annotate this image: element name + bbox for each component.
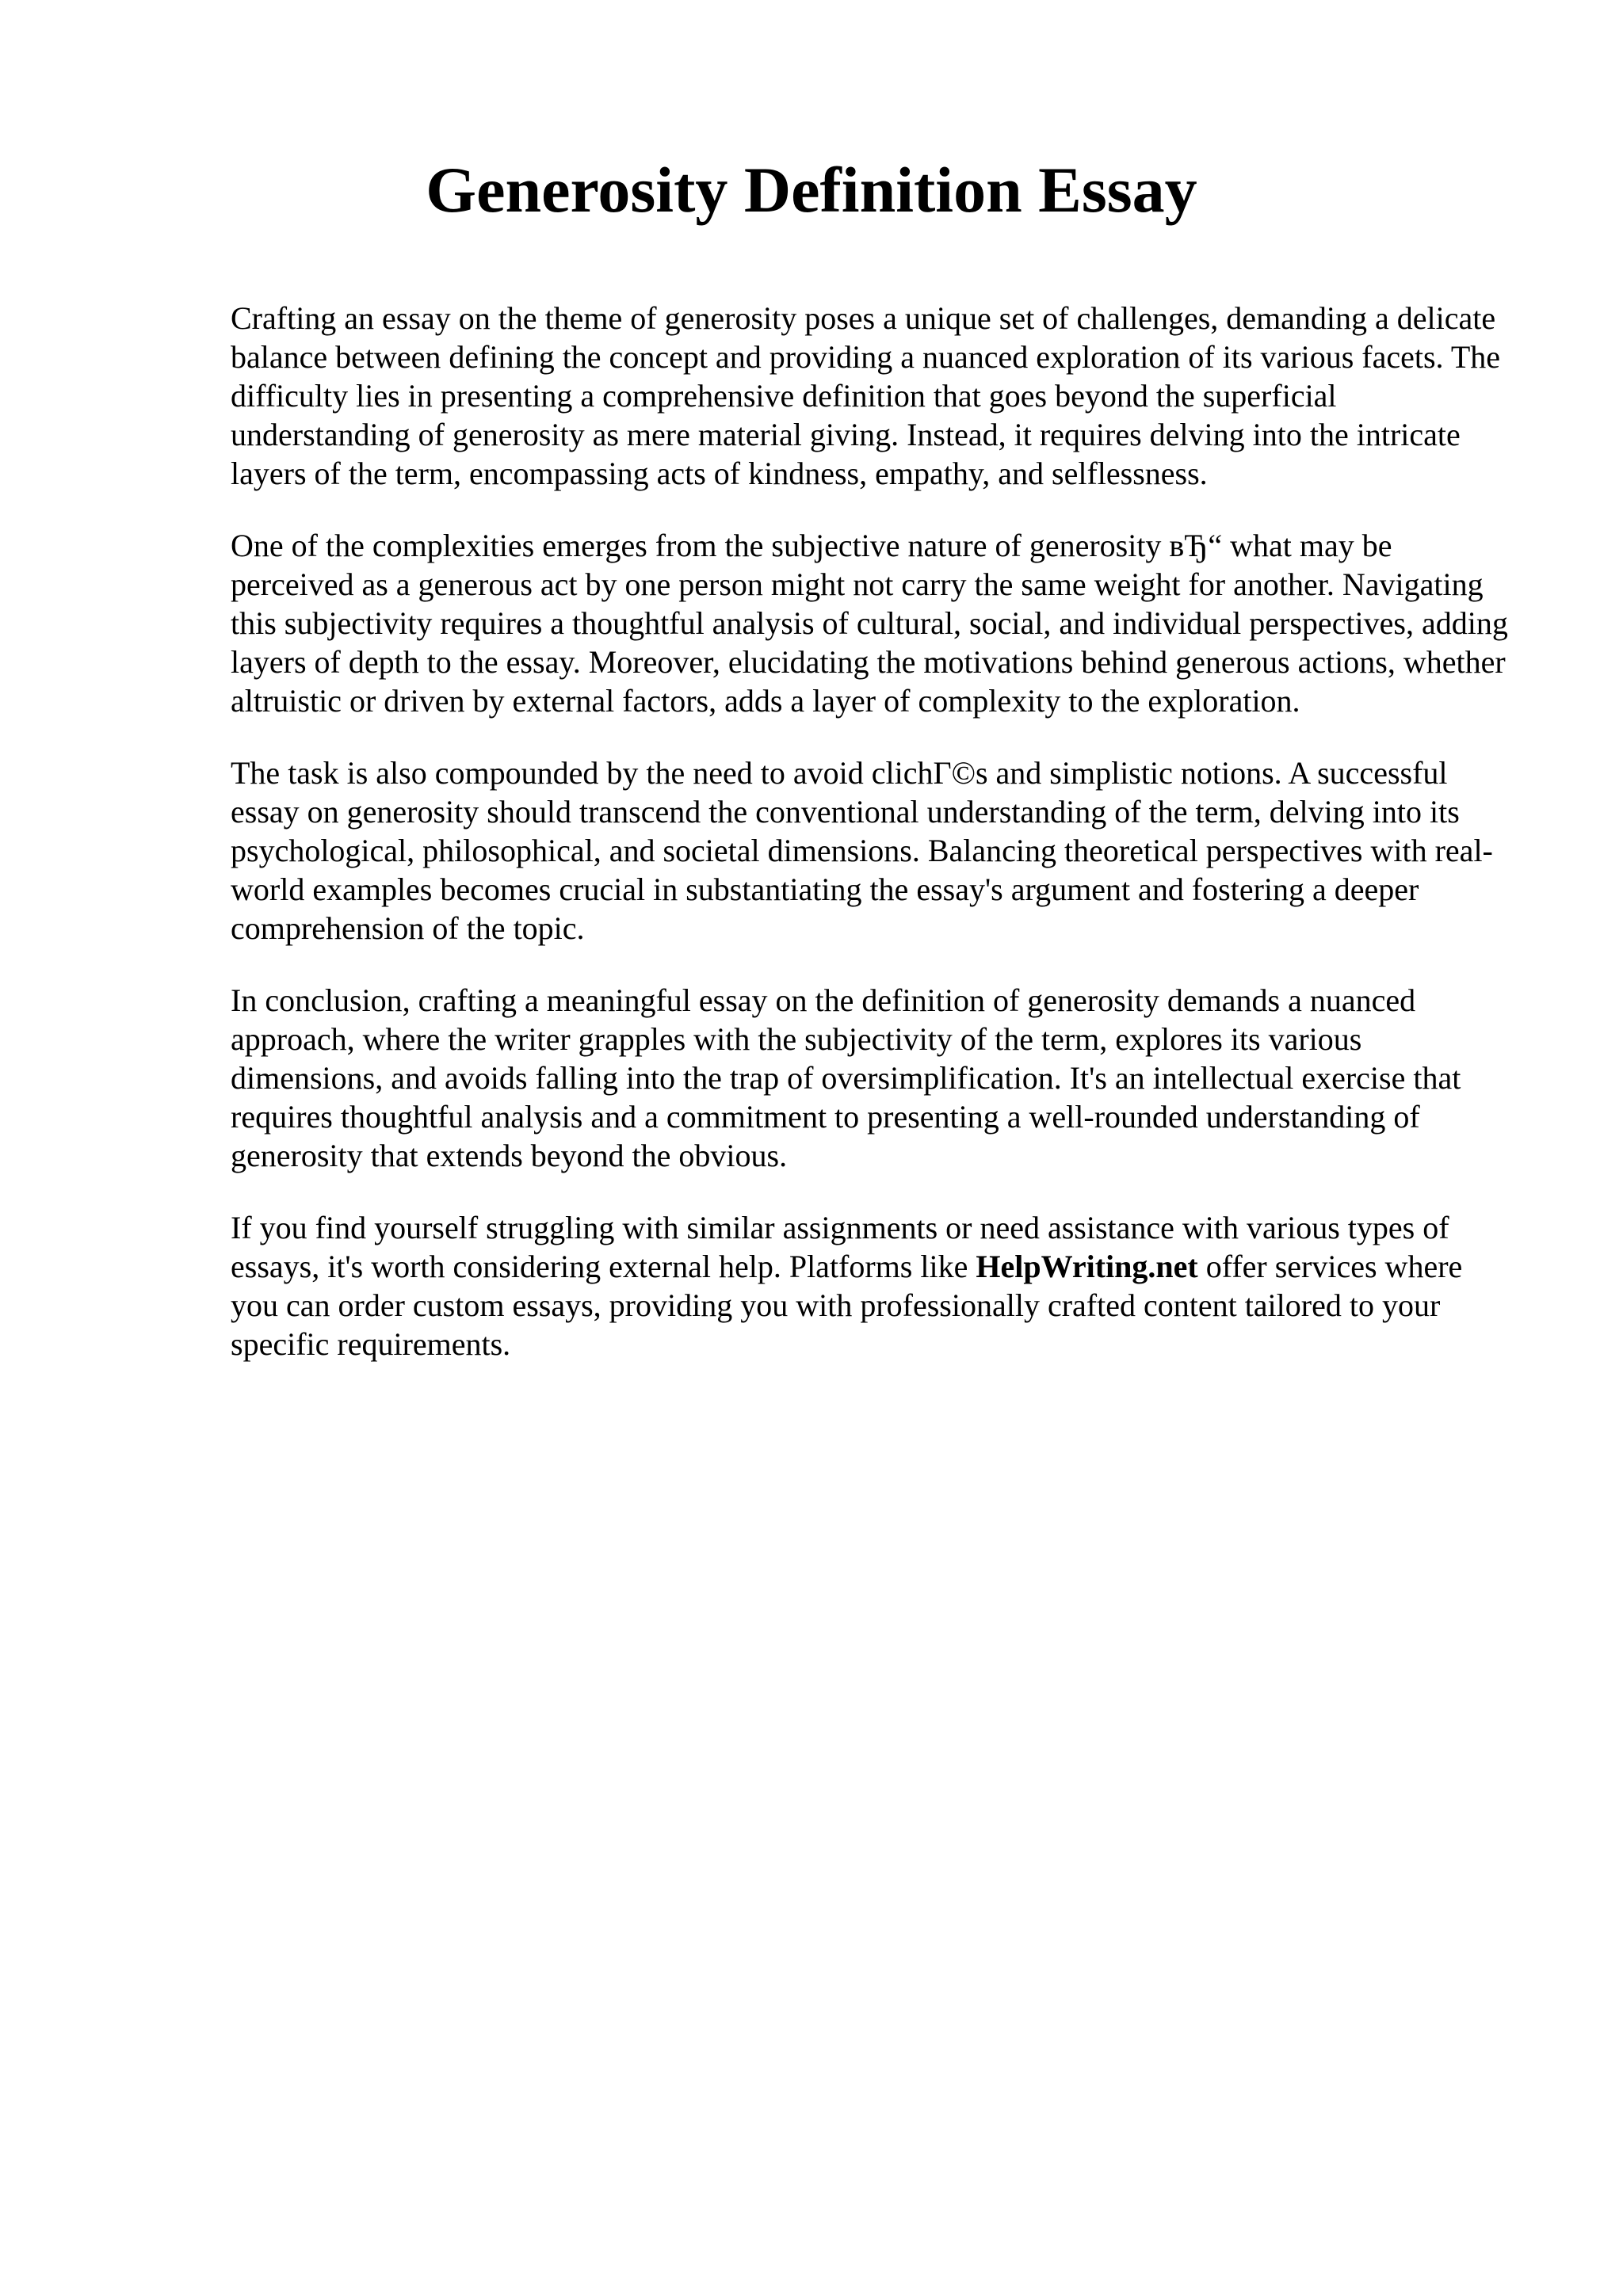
document-body [231, 299, 1514, 1397]
help-text-after: offer services where you can order custom essays, providing you with professionally crafted content tailored to your specific requirements. [231, 1249, 1463, 1362]
paragraph-cliches: The task is also compounded by the need to avoid clichГ©s and simplistic notions. A successful essay on generosity should transcend the conventional understanding of the term, delving into its psychological, philosophical, and societal dimensions. Balancing theoretical perspectives with real-world examples becomes crucial in substantiating the essay's argument and fostering a deeper comprehension of the topic. [231, 755, 1493, 946]
brand-name: HelpWriting.net [976, 1249, 1198, 1284]
document-title: Generosity Definition Essay [426, 154, 1197, 226]
paragraph-subjectivity: One of the complexities emerges from the subjective nature of generosity вЂ“ what may be perceived as a generous act by one person might not carry the same weight for another. Navigating this subjectivity requires a thoughtful analysis of cultural, social, and individual perspectives, adding layers of depth to the essay. Moreover, elucidating the motivations behind generous actions, whether altruistic or driven by external factors, adds a layer of complexity to the exploration. [231, 528, 1508, 719]
paragraph-help [231, 1208, 1514, 1363]
paragraph-intro: Crafting an essay on the theme of generosity poses a unique set of challenges, demanding a delicate balance between defining the concept and providing a nuanced exploration of its various facets. The difficulty lies in presenting a comprehensive definition that goes beyond the superficial understanding of generosity as mere material giving. Instead, it requires delving into the intricate layers of the term, encompassing acts of kindness, empathy, and selflessness. [231, 300, 1501, 491]
help-text-before: If you find yourself struggling with similar assignments or need assistance with various types of essays, it's worth considering external help. Platforms like [231, 1210, 1449, 1284]
paragraph-conclusion: In conclusion, crafting a meaningful essay on the definition of generosity demands a nuanced approach, where the writer grapples with the subjectivity of the term, explores its various dimensions, and avoids falling into the trap of oversimplification. It's an intellectual exercise that requires thoughtful analysis and a commitment to presenting a well-rounded understanding of generosity that extends beyond the obvious. [231, 982, 1461, 1173]
